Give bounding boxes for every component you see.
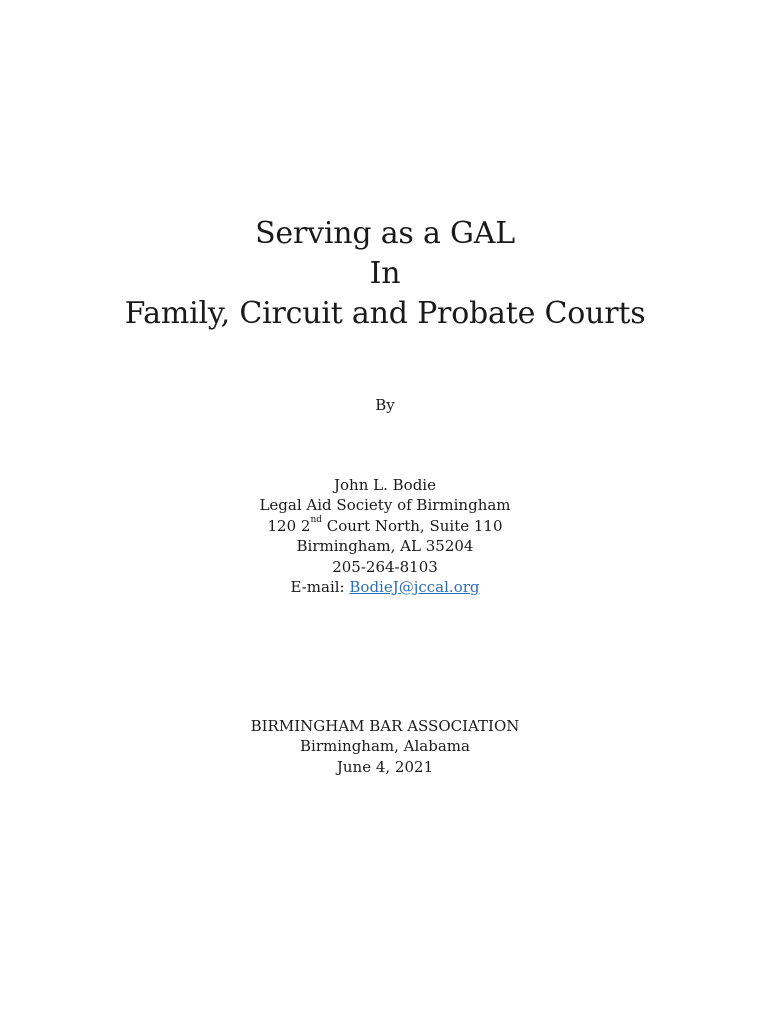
publication-date: June 4, 2021 (336, 757, 434, 776)
author-phone: 205-264-8103 (332, 557, 438, 576)
title-line-2: In (369, 256, 401, 291)
publisher-name: BIRMINGHAM BAR ASSOCIATION (250, 717, 520, 735)
document-title (0, 214, 770, 334)
email-link[interactable]: BodieJ@jccal.org (349, 578, 480, 597)
title-line-3: Family, Circuit and Probate Courts (124, 296, 646, 331)
author-organization: Legal Aid Society of Birmingham (259, 496, 511, 515)
title-line-1: Serving as a GAL (255, 216, 515, 251)
author-name: John L. Bodie (334, 476, 436, 494)
publisher-location: Birmingham, Alabama (300, 737, 470, 756)
author-email-line (0, 577, 770, 597)
publisher-info (0, 716, 770, 777)
address-rest: Court North, Suite 110 (322, 516, 503, 535)
author-city-state-zip: Birmingham, AL 35204 (296, 537, 474, 556)
address-number: 120 2 (267, 516, 311, 535)
author-info (0, 475, 770, 597)
by-label: By (375, 396, 395, 414)
address-ordinal: nd (310, 514, 322, 525)
author-address (0, 516, 770, 536)
email-label: E-mail: (290, 578, 350, 597)
